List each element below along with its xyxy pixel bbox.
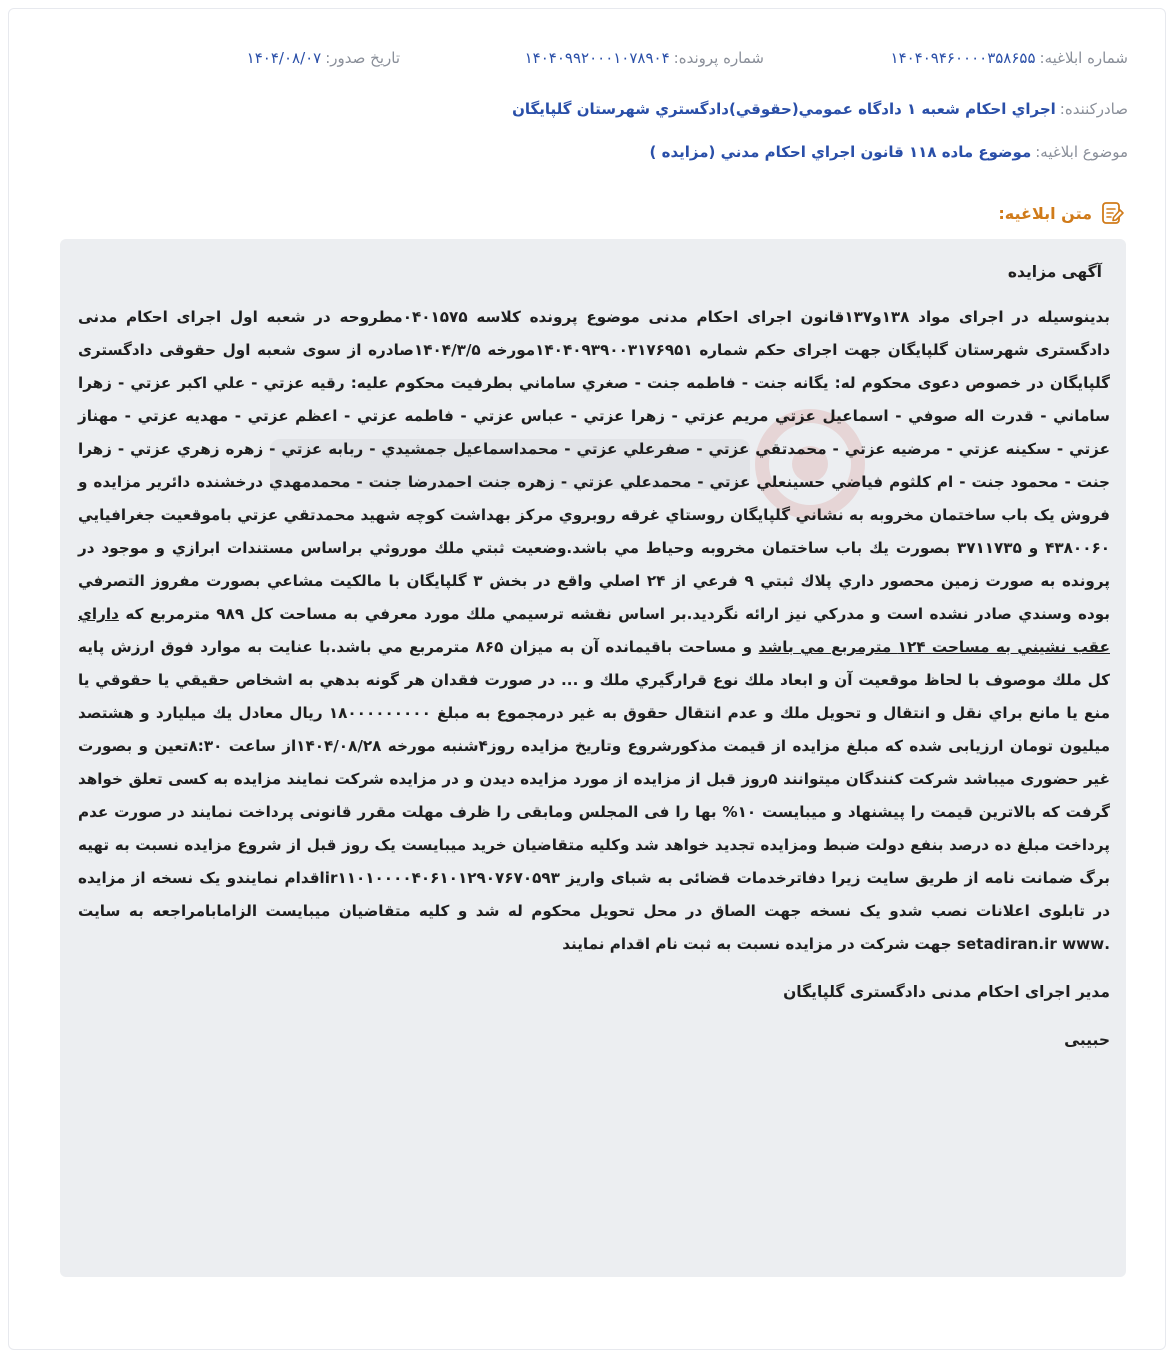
issuer-label: صادرکننده: [1059, 100, 1128, 118]
notice-number-label: شماره ابلاغيه: [1039, 49, 1128, 67]
subject-label: موضوع ابلاغيه: [1035, 143, 1128, 161]
case-number-label: شماره پرونده: [673, 49, 764, 67]
auction-body-underlined: داراي عقب نشيني به مساحت ۱۲۴ مترمربع مي باشد [78, 605, 1110, 656]
signature-title: مدير اجرای احکام مدنی دادگستری گلپايگان [783, 983, 1110, 1001]
notice-text-title: متن ابلاغيه: [998, 203, 1092, 223]
signer-name: حبيبی [1064, 1031, 1110, 1049]
notice-number-value: ۱۴۰۴۰۹۴۶۰۰۰۰۳۵۸۶۵۵ [890, 49, 1036, 67]
auction-heading: آگهی مزایده [1007, 263, 1102, 281]
case-number-value: ۱۴۰۴۰۹۹۲۰۰۰۱۰۷۸۹۰۴ [524, 49, 670, 67]
auction-body [78, 301, 1110, 961]
notice-text-header [998, 200, 1126, 226]
notice-number [891, 49, 1128, 67]
issue-date [247, 49, 400, 67]
notice-text-box [60, 239, 1126, 1277]
issuer-row [46, 100, 1128, 118]
document-edit-icon [1100, 200, 1126, 226]
auction-body-part2: و مساحت باقيمانده آن به ميزان ۸۶۵ مترمربع مي باشد.با عنايت به موارد فوق ارزش پايه كل ملك موصوف با لحاظ موقعيت آن و ابعاد ملك نوع قرارگيري ملك و ... در صورت فقدان هر گونه بدهي به اشخاص حقيقي يا حقوقي يا منع يا مانع براي نقل و انتقال و تحويل ملك و عدم انتقال حقوق به غير درمجموع به مبلغ ۱۸۰۰۰۰۰۰۰۰۰ ريال معادل يك ميليارد و هشتصد ميليون تومان ارزيابی شده که مبلغ مزايده از قيمت مذكورشروع وتاريخ مزايده روز۴شنبه مورخه ۱۴۰۴/۰۸/۲۸از ساعت ۸:۳۰تعين و بصورت غير حضوری ميباشد شرکت کنندگان ميتوانند ۵روز قبل از مزايده از مورد مزايده ديدن و در مزايده شرکت نمايند مزايده به کسی تعلق خواهد گرفت که بالاترين قيمت را پيشنهاد و ميبايست ۱۰% بها را فی المجلس ومابقی را ظرف مهلت مقرر قانونی پرداخت نمايند در صورت عدم پرداخت مبلغ ده درصد بنفع دولت ضبط ومزايده تجديد خواهد شد وکليه متقاضيان خريد ميبايست يک روز قبل از شروع مزايده نسبت به تهيه برگ ضمانت نامه از طريق سايت زيرا دفاترخدمات قضائی به شبای واريز ir۱۱۰۱۰۰۰۰۴۰۶۱۰۱۲۹۰۷۶۷۰۵۹۳اقدام نمايندو يک نسخه از مزايده در تابلوی اعلانات نصب شدو يک نسخه جهت الصاق در محل تحويل محکوم له شد و کليه متقاضيان ميبايست الزامابامراجعه به سايت .setadiran.ir www جهت شرکت در مزايده نسبت به ثبت نام اقدام نمايند [78, 638, 1111, 953]
issue-date-value: ۱۴۰۴/۰۸/۰۷ [246, 49, 322, 67]
auction-body-part1: بدینوسیله در اجرای مواد ۱۳۸و۱۳۷قانون اجرای احکام مدنی موضوع پرونده کلاسه ۰۴۰۱۵۷۵مطروحه در شعبه اول اجرای احکام مدنی دادگستری شهرستان گلپایگان جهت اجرای حکم شماره ۱۴۰۴۰۹۳۹۰۰۳۱۷۶۹۵۱مورخه ۱۴۰۴/۳/۵صادره از سوی شعبه اول حقوقی دادگستری گلپایگان در خصوص دعوی محکوم له: يگانه جنت - فاطمه جنت - صغري ساماني بطرفيت محکوم علیه: رقيه عزتي - علي اکبر عزتي - زهرا ساماني - قدرت اله صوفي - اسماعيل عزتي مريم عزتي - زهرا عزتي - عباس عزتي - فاطمه عزتي - اعظم عزتي - مهديه عزتي - مهناز عزتي - سکينه عزتي - مرضيه عزتي - محمدتقي عزتي - صفرعلي عزتي - محمداسماعيل جمشيدي - ربابه عزتي - زهره زهري عزتي - زهرا جنت - محمود جنت - ام کلثوم فياضي حسينعلي عزتي - محمدعلي عزتي - زهره جنت احمدرضا جنت - محمدمهدي درخشنده دائرير مزايده و فروش يک باب ساختمان مخروبه به نشاني گلپايگان روستاي غرقه روبروي مرکز بهداشت کوچه شهيد محمدتقي عزتي باموقعيت جغرافيايي ۴۳۸۰۰۶۰ و ۳۷۱۱۷۳۵ بصورت يك باب ساختمان مخروبه وحياط مي باشد.وضعيت ثبتي ملك موروثي براساس مستندات ابرازي و موجود در پرونده به صورت زمين محصور داري پلاك ثبتي ۹ فرعي از ۲۴ اصلي واقع در بخش ۳ گلپايگان با مالكيت مشاعي بصورت مفروز التصرفي بوده وسندي صادر نشده است و مدركي نيز ارائه نگرديد.بر اساس نقشه ترسيمي ملك مورد معرفي به مساحت كل ۹۸۹ مترمربع كه [78, 308, 1111, 623]
issuer-value: اجراي احکام شعبه ۱ دادگاه عمومي(حقوقي)دادگستري شهرستان گلپايگان [512, 100, 1056, 118]
subject-value: موضوع ماده ۱۱۸ قانون اجراي احکام مدني (مزايده ) [649, 143, 1032, 161]
issue-date-label: تاريخ صدور: [325, 49, 400, 67]
subject-row [46, 143, 1128, 161]
subject [650, 143, 1128, 161]
case-number [525, 49, 764, 67]
issuer [512, 100, 1128, 118]
